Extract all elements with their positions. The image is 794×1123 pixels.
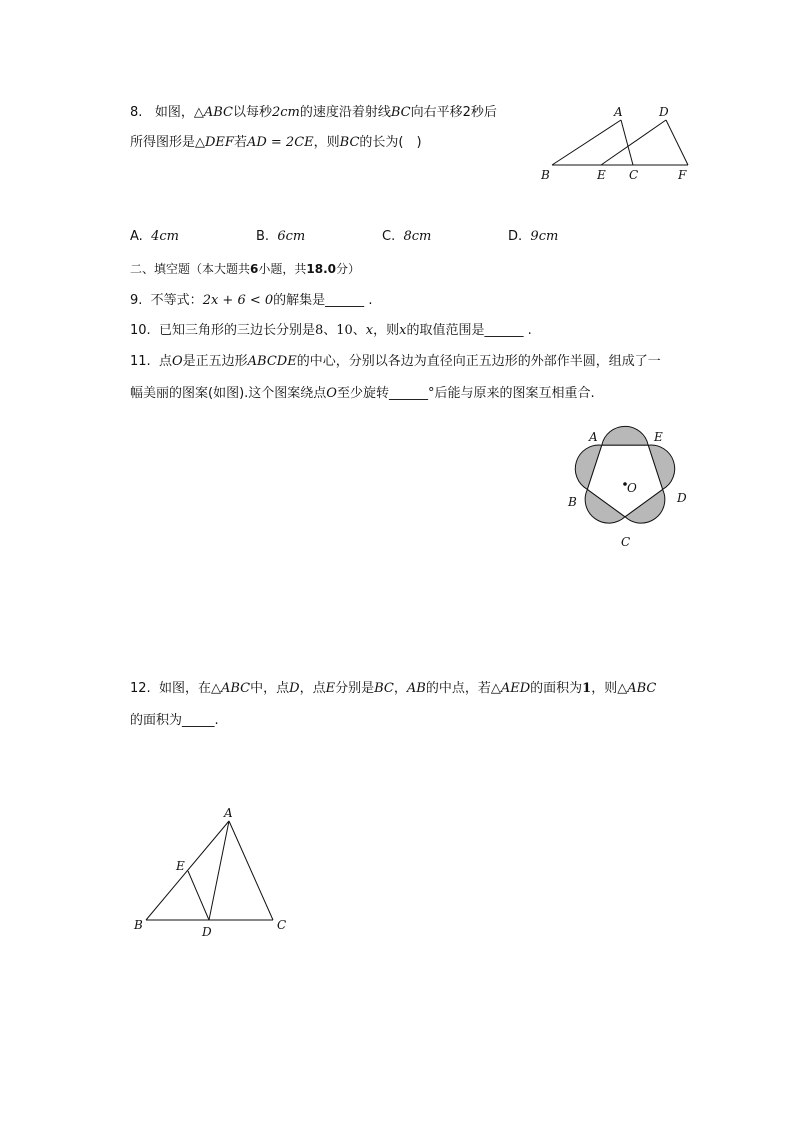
section-score: 18.0 (306, 262, 336, 276)
q12-segment-ad (209, 821, 229, 920)
q12-number: 12. (130, 681, 151, 696)
section-text: 小题，共 (258, 262, 307, 276)
q8-speed: 2cm (271, 105, 300, 120)
q12-line2 (130, 712, 219, 730)
q8-text: 以每秒 (232, 105, 272, 120)
q9-text: 的解集是 (273, 293, 326, 308)
q8-option-d[interactable] (508, 228, 558, 246)
q12-label-a: A (224, 806, 233, 820)
q12-text: 如图，在 (158, 681, 211, 696)
q8-label-c: C (629, 168, 639, 182)
q12-text: ， (393, 681, 407, 696)
q10-variable: x (399, 323, 407, 338)
q11-text: 点 (158, 354, 172, 369)
q8-triangle-abc: △ABC (193, 105, 233, 120)
q12-text: ，点 (299, 681, 326, 696)
q8-text: 向右平移 (410, 105, 463, 120)
q11-answer-blank[interactable]: ______ (388, 386, 428, 401)
q8-text: 如图， (154, 105, 194, 120)
q10-text: ，则 (373, 323, 400, 338)
q8-segment-bc: BC (339, 135, 360, 150)
q8-option-a[interactable] (130, 228, 179, 246)
q8-line1 (130, 104, 497, 122)
q9-inequality: 2x + 6 < 0 (202, 293, 274, 308)
q8-text: 若 (233, 135, 247, 150)
q12-text: 的面积为 (530, 681, 583, 696)
q12-line1 (130, 680, 656, 698)
q11-text: 是正五边形 (182, 354, 248, 369)
q8-label-b: B (541, 168, 550, 182)
q12-figure-triangle-midpoints (125, 800, 305, 940)
option-value: 8cm (403, 229, 432, 244)
q12-text: 中，点 (250, 681, 290, 696)
q8-ray-bc: BC (390, 105, 411, 120)
q12-triangle: △ABC (617, 681, 657, 696)
q8-text: ，则 (313, 135, 340, 150)
q10-period: . (527, 323, 532, 338)
q10-number: 10. (130, 323, 151, 338)
q12-segment: AB (406, 681, 426, 696)
section-text: 分） (336, 262, 361, 276)
q8-number: 8. (130, 105, 143, 120)
q12-area-value: 1 (582, 681, 592, 696)
q11-pentagon: ABCDE (247, 354, 297, 369)
q12-text: ，则 (591, 681, 618, 696)
q9-number: 9. (130, 293, 143, 308)
q12-triangle: △AED (490, 681, 531, 696)
q12-period: . (214, 713, 219, 728)
q11-text: 幅美丽的图案(如图).这个图案绕点 (130, 386, 327, 401)
q12-segment-ed (188, 871, 209, 920)
q10-answer-blank[interactable]: ______ (484, 323, 524, 338)
q11-point-o: O (326, 386, 337, 401)
q11-text: 的中心，分别以各边为直径向正五边形的外部作半圆，组成了一 (296, 354, 661, 369)
q12-answer-blank[interactable]: _____ (182, 713, 215, 728)
option-value: 9cm (530, 229, 559, 244)
q11-label-c: C (621, 535, 631, 549)
section-2-heading (130, 260, 360, 278)
q12-label-d: D (202, 925, 212, 939)
option-letter: D. (508, 229, 523, 244)
q11-line2 (130, 385, 595, 403)
q11-label-d: D (677, 491, 687, 505)
q9-answer-blank[interactable]: ______ (325, 293, 365, 308)
q8-text: 的速度沿着射线 (299, 105, 391, 120)
q12-label-e: E (176, 859, 185, 873)
q8-label-a: A (614, 105, 623, 119)
q11-number: 11. (130, 354, 151, 369)
q8-line2 (130, 134, 422, 152)
q9-period: . (368, 293, 373, 308)
q12-text: 的面积为 (130, 713, 183, 728)
q12-point: E (325, 681, 336, 696)
q8-label-f: F (678, 168, 687, 182)
q11-label-o: O (627, 481, 637, 495)
q10-text: 已知三角形的三边长分别是 (158, 323, 315, 338)
q8-figure-translated-triangles (535, 100, 705, 190)
q11-text: °后能与原来的图案互相重合. (427, 386, 595, 401)
q12-text: 的中点，若 (425, 681, 491, 696)
q10-text: 的取值范围是 (406, 323, 485, 338)
q11-label-a: A (589, 430, 598, 444)
q8-text: 2秒后 (462, 105, 497, 120)
q8-text: 的长为( ) (359, 135, 422, 150)
q11-line1 (130, 353, 661, 371)
option-value: 6cm (277, 229, 306, 244)
q12-side-ab (146, 821, 229, 920)
q12-side-ac (229, 821, 273, 920)
q11-figure-pentagon-semicircles (560, 415, 700, 555)
q9-line (130, 292, 372, 310)
q10-side-values: 8、10、 (314, 323, 366, 338)
q12-label-b: B (134, 918, 143, 932)
q11-semicircle-ae (602, 426, 648, 445)
q12-text: 分别是 (335, 681, 375, 696)
section-text: 二、填空题（本大题共 (130, 262, 251, 276)
option-value: 4cm (151, 229, 179, 244)
q8-equation: AD = 2CE (246, 135, 314, 150)
q8-option-b[interactable] (256, 228, 305, 246)
q10-line (130, 322, 532, 340)
q8-option-c[interactable] (382, 228, 431, 246)
q11-label-b: B (568, 495, 577, 509)
section-count: 6 (250, 262, 259, 276)
q10-variable: x (365, 323, 374, 338)
option-letter: B. (256, 229, 270, 244)
q12-point: D (289, 681, 300, 696)
q8-side-ac (621, 120, 633, 165)
q12-segment: BC (374, 681, 394, 696)
q11-point-o: O (171, 354, 183, 369)
option-letter: C. (382, 229, 396, 244)
q8-label-e: E (597, 168, 606, 182)
q8-text: 所得图形是 (130, 135, 196, 150)
q11-text: 至少旋转 (336, 386, 389, 401)
q8-side-df (666, 120, 688, 165)
q12-label-c: C (277, 918, 287, 932)
q11-label-e: E (654, 430, 663, 444)
q8-triangle-def: △DEF (195, 135, 234, 150)
option-letter: A. (130, 229, 143, 244)
q8-label-d: D (659, 105, 669, 119)
q9-text: 不等式： (150, 293, 203, 308)
q12-triangle: △ABC (210, 681, 251, 696)
